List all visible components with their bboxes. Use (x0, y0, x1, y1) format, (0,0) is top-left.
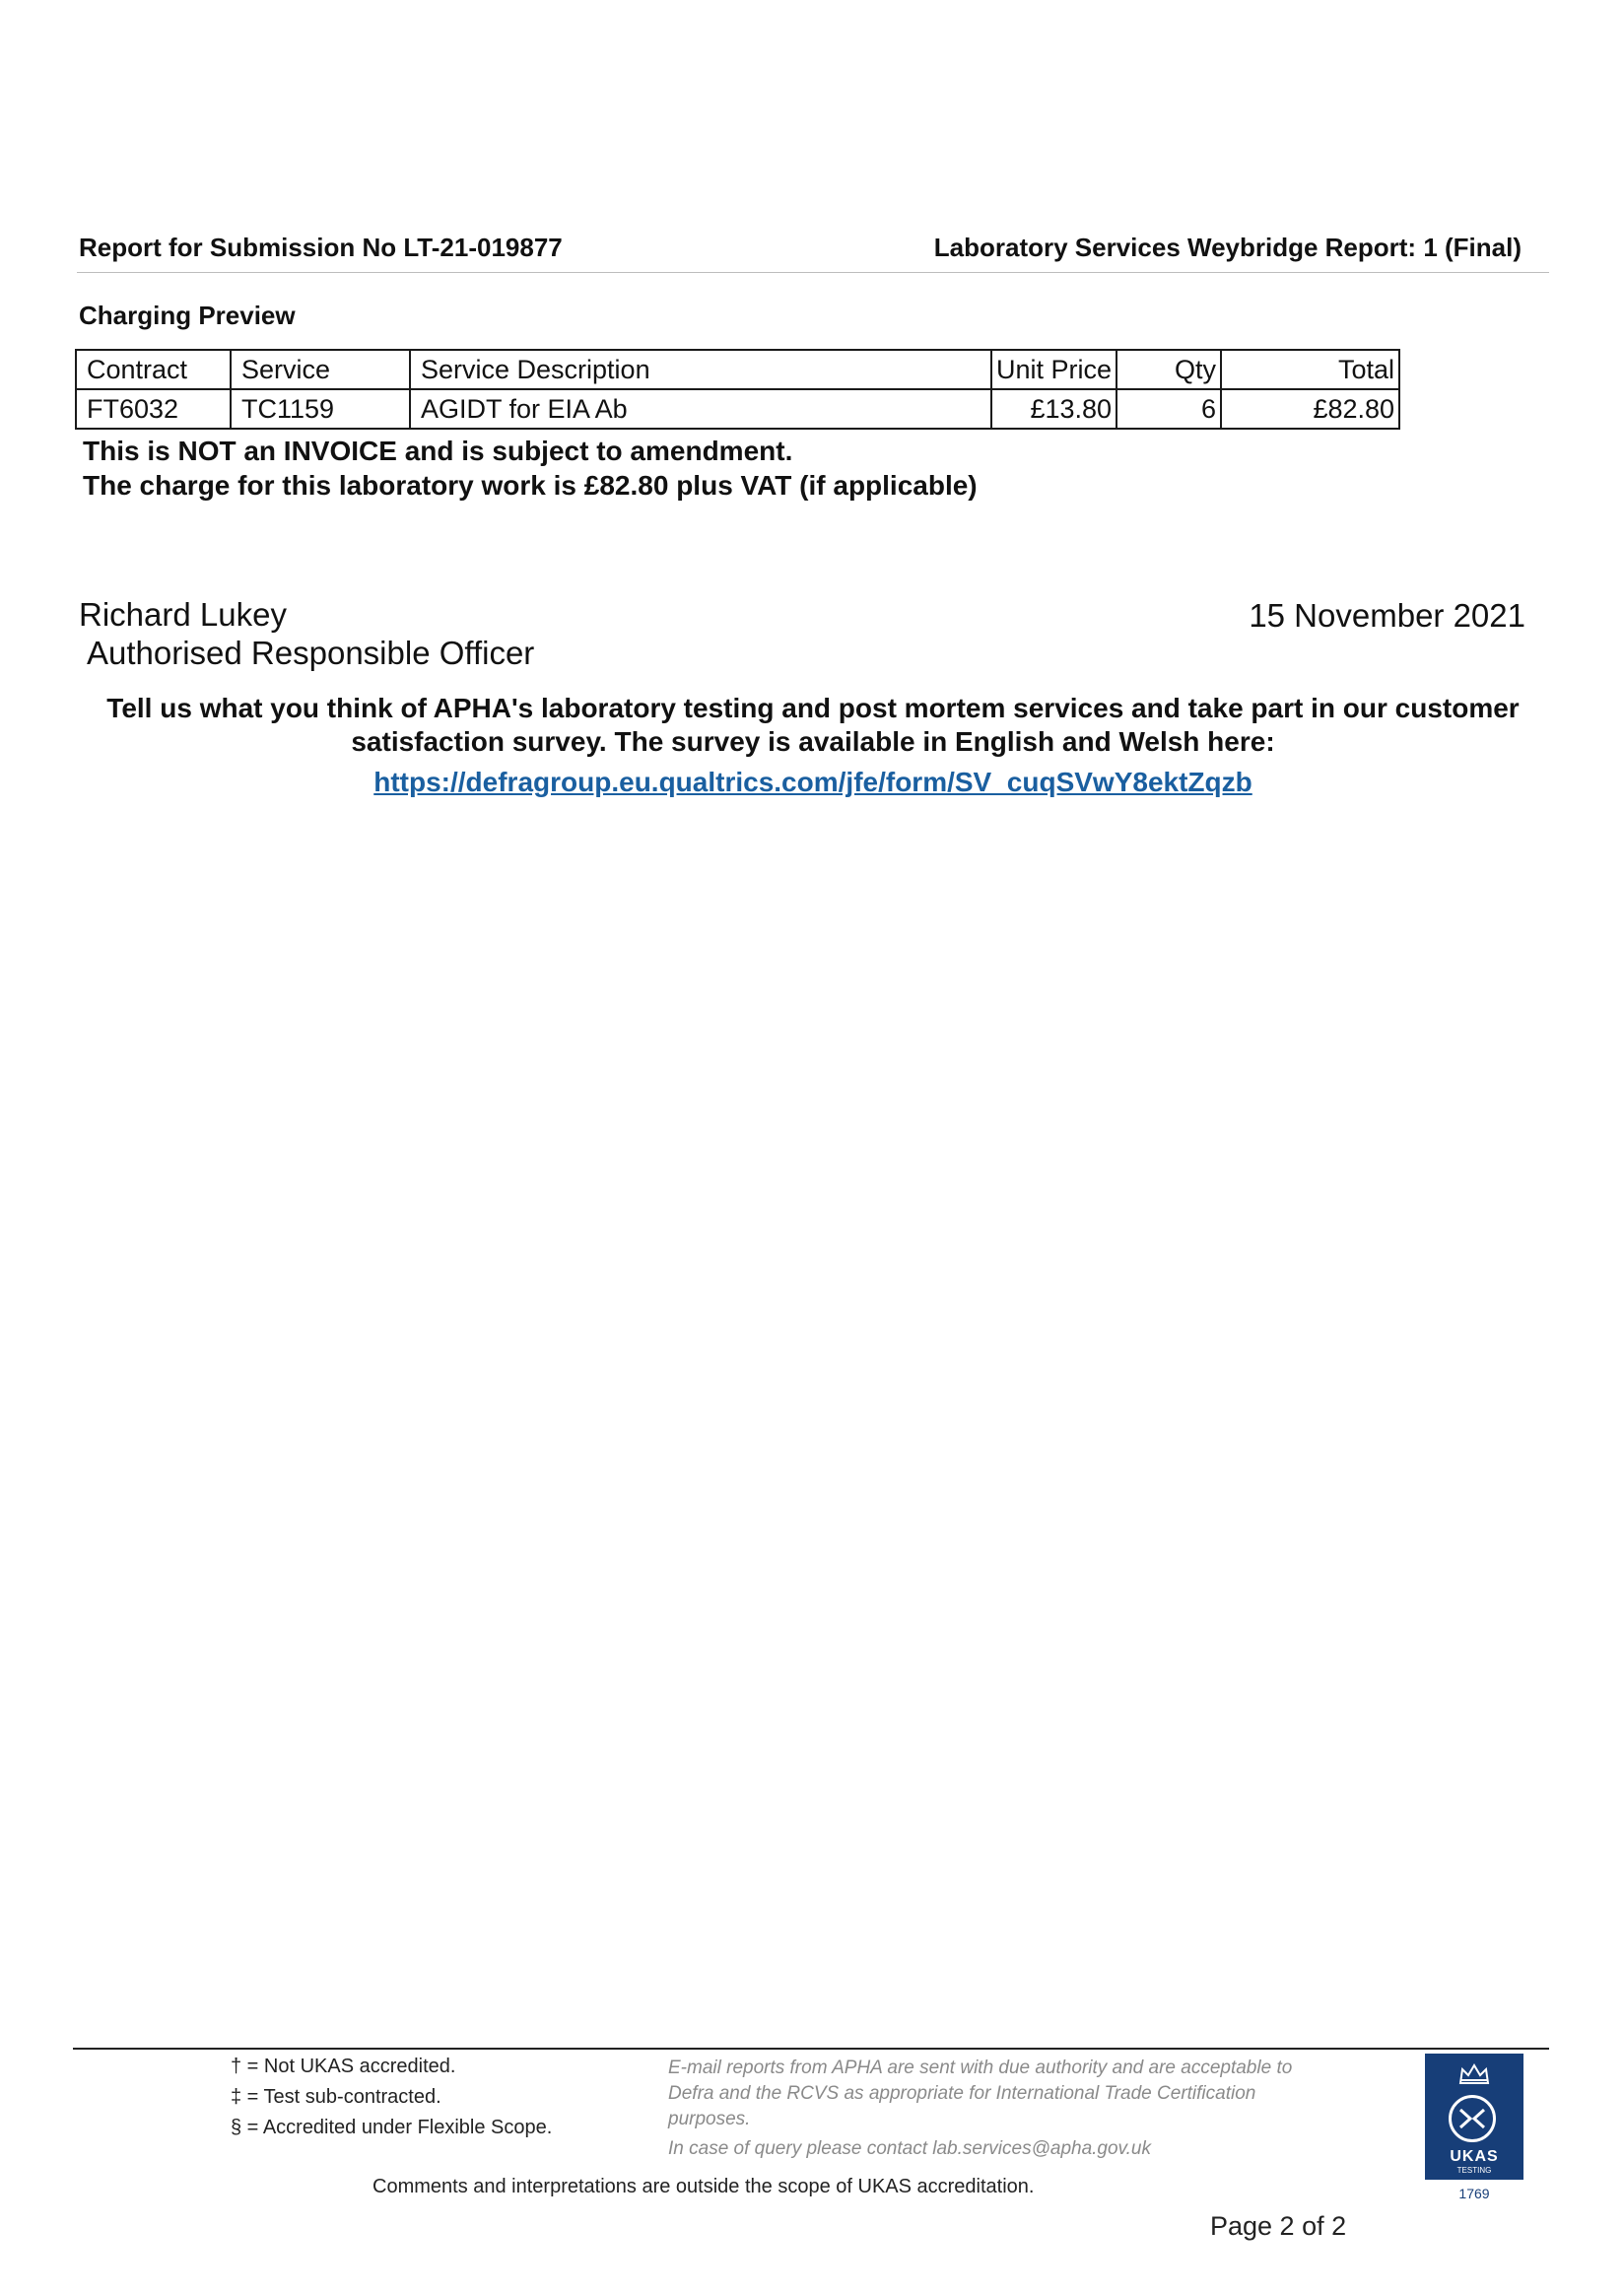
survey-line: satisfaction survey. The survey is available in English and Welsh here: (351, 726, 1275, 757)
table-cell: 6 (1116, 389, 1221, 429)
query-contact-note: In case of query please contact lab.services@apha.gov.uk (668, 2138, 1151, 2159)
header-divider (77, 272, 1549, 273)
table-cell: TC1159 (231, 389, 410, 429)
ukas-scope-note: Comments and interpretations are outside the scope of UKAS accreditation. (372, 2176, 1035, 2197)
key-item: § = Accredited under Flexible Scope. (231, 2117, 553, 2138)
signatory-role: Authorised Responsible Officer (87, 635, 535, 671)
invoice-disclaimer: This is NOT an INVOICE and is subject to amendment. (83, 436, 793, 466)
survey-line: Tell us what you think of APHA's laboratory testing and post mortem services and take part in our customer (106, 693, 1520, 723)
table-cell: FT6032 (76, 389, 231, 429)
key-item: ‡ = Test sub-contracted. (231, 2086, 441, 2108)
email-reports-note: E-mail reports from APHA are sent with due authority and are acceptable to Defra and the RCVS as appropriate for International Trade Certification purposes. (668, 2058, 1293, 2129)
survey-invitation (79, 692, 1547, 759)
ukas-label: UKAS (1450, 2148, 1499, 2165)
ukas-emblem-icon (1449, 2095, 1496, 2142)
signatory-name: Richard Lukey (79, 596, 287, 633)
table-header-row (76, 350, 1399, 389)
table-cell: AGIDT for EIA Ab (410, 389, 991, 429)
column-header: Contract (76, 350, 231, 389)
ukas-logo (1425, 2054, 1523, 2180)
table-cell: £82.80 (1221, 389, 1399, 429)
table-cell: £13.80 (991, 389, 1116, 429)
table-row (76, 389, 1399, 429)
column-header: Total (1221, 350, 1399, 389)
submission-number: Report for Submission No LT-21-019877 (79, 233, 563, 262)
column-header: Service Description (410, 350, 991, 389)
charging-heading: Charging Preview (79, 301, 296, 330)
column-header: Unit Price (991, 350, 1116, 389)
column-header: Service (231, 350, 410, 389)
charge-statement: The charge for this laboratory work is £82.80 plus VAT (if applicable) (83, 470, 978, 501)
accreditation-key (231, 2052, 552, 2143)
crown-icon (1458, 2063, 1490, 2085)
page-number: Page 2 of 2 (1210, 2211, 1347, 2241)
charging-table (75, 349, 1400, 430)
column-header: Qty (1116, 350, 1221, 389)
report-title: Laboratory Services Weybridge Report: 1 (Final) (933, 233, 1522, 262)
ukas-sublabel: TESTING (1456, 2166, 1492, 2175)
report-date: 15 November 2021 (1249, 597, 1525, 634)
footer-divider (73, 2048, 1549, 2050)
key-item: † = Not UKAS accredited. (231, 2056, 456, 2077)
survey-link[interactable]: https://defragroup.eu.qualtrics.com/jfe/form/SV_cuqSVwY8ektZqzb (373, 767, 1252, 797)
ukas-number: 1769 (1458, 2186, 1490, 2201)
